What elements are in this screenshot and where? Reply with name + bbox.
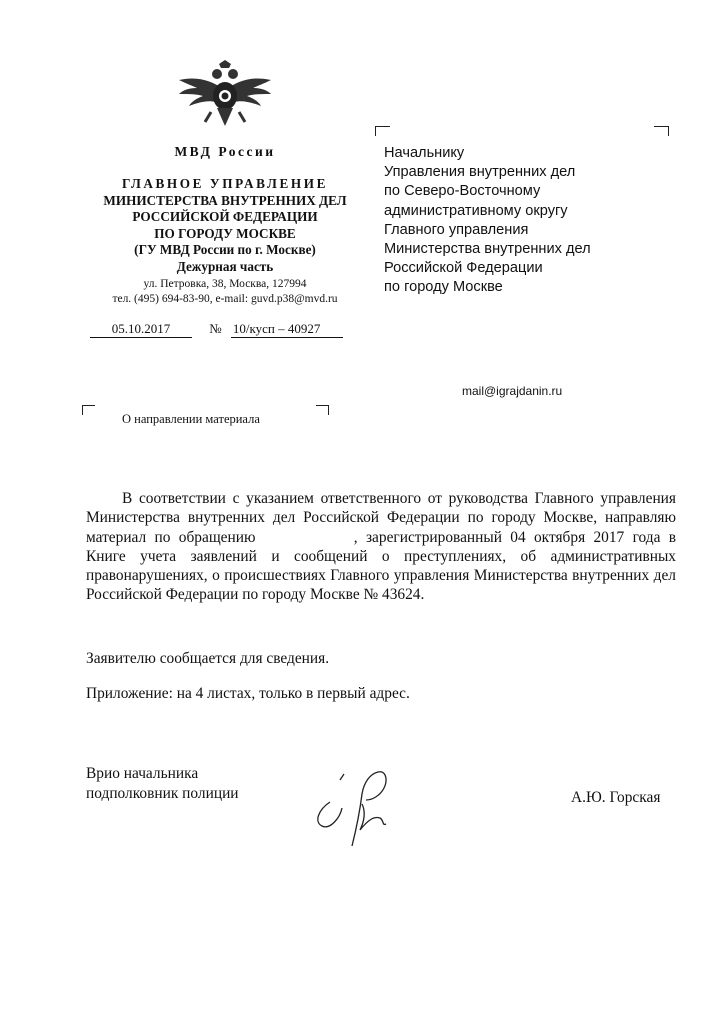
document-body [86,489,676,605]
notice-line: Заявителю сообщается для сведения. [86,650,330,667]
handwritten-signature-icon [300,760,410,850]
subject-bracket-left [82,405,95,415]
subject-bracket-right [316,405,329,415]
org-line: Дежурная часть [176,258,274,274]
body-paragraph [86,489,676,605]
registration-line [90,321,343,338]
agency-name: МВД России [174,144,276,159]
body-paragraph-start: В соответствии с указанием ответственного от руководства Главного управления Министерства внутренних дел Российской Федерации по городу Москве, направляю материал по обращению [86,490,676,546]
recipient-line: административному округу [384,202,568,219]
recipient-block [384,144,591,298]
body-paragraph-end: , зарегистрированный 04 октября 2017 года в Книге учета заявлений и сообщений о преступлениях, об административных правонарушениях, о происшествиях Главного управления Министерства внутренних дел Российской Федерации по городу Москве № 43624. [86,528,676,604]
recipient-bracket-right [654,126,669,136]
attachment-line: Приложение: на 4 листах, только в первый адрес. [86,685,410,702]
signatory-name: А.Ю. Горская [571,789,661,806]
position-line: подполковник полиции [86,785,239,802]
registration-number: 10/кусп – 40927 [231,321,343,338]
recipient-line: Начальнику [384,145,465,161]
document-subject: О направлении материала [122,412,260,426]
org-line: (ГУ МВД России по г. Москве) [134,242,316,258]
recipient-bracket-left [375,126,390,136]
organization-name [70,176,380,276]
org-address [70,277,380,307]
mvd-emblem-icon [175,60,275,128]
org-line: ГЛАВНОЕ УПРАВЛЕНИЕ [121,176,328,191]
org-line: РОССИЙСКОЙ ФЕДЕРАЦИИ [132,209,318,225]
recipient-email: mail@igrajdanin.ru [462,384,563,398]
position-line: Врио начальника [86,765,199,782]
recipient-line: Главного управления [384,221,529,238]
signatory-position [86,764,239,804]
document-date: 05.10.2017 [90,321,192,338]
contact-line: тел. (495) 694-83-90, e-mail: guvd.p38@mvd.ru [112,293,338,305]
recipient-line: по городу Москве [384,279,503,296]
number-sign: № [209,321,222,336]
recipient-line: Министерства внутренних дел [384,241,591,258]
org-line: МИНИСТЕРСТВА ВНУТРЕННИХ ДЕЛ [103,192,347,208]
recipient-line: Управления внутренних дел [384,164,576,181]
org-line: ПО ГОРОДУ МОСКВЕ [154,225,296,241]
address-line: ул. Петровка, 38, Москва, 127994 [143,278,307,290]
recipient-line: по Северо-Восточному [384,183,541,200]
recipient-line: Российской Федерации [384,260,543,277]
